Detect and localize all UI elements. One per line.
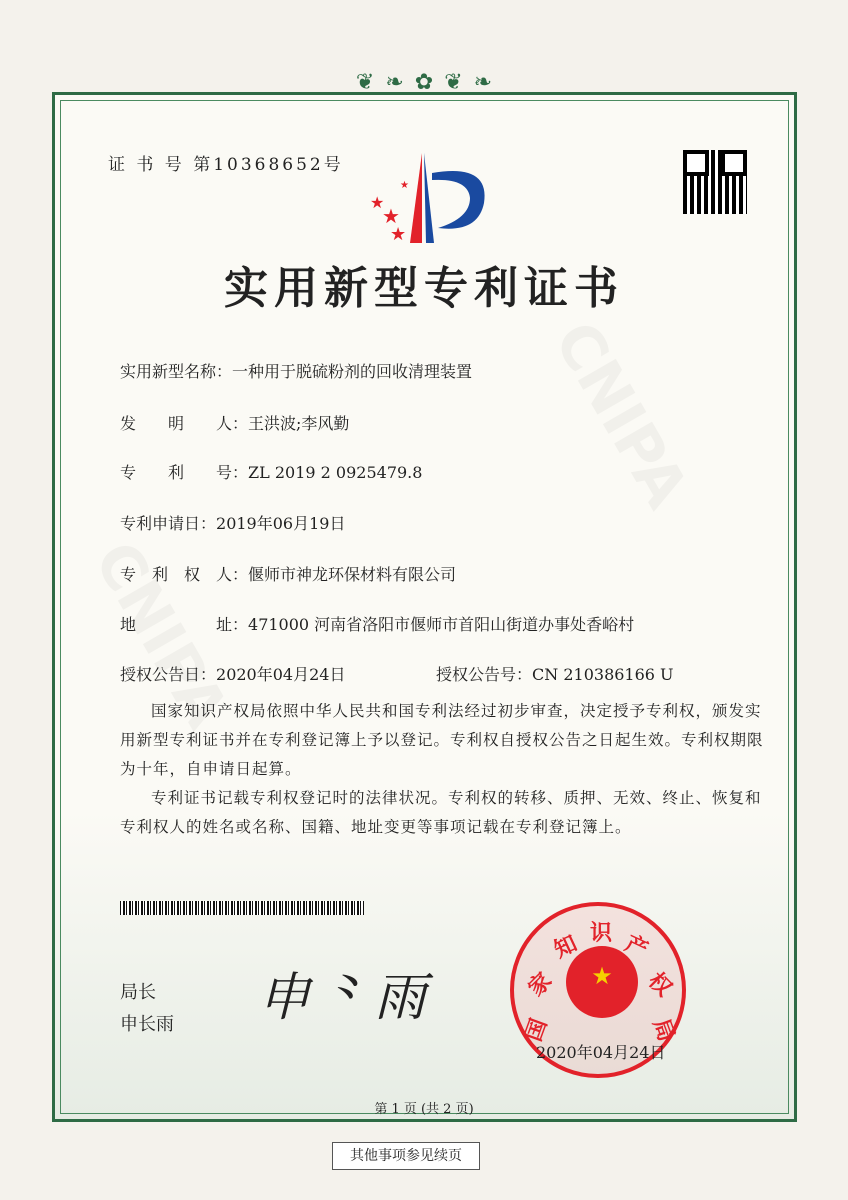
continued-note: 其他事项参见续页 — [332, 1142, 480, 1170]
field-inventor: 发 明 人：王洪波;李风勤 — [120, 414, 350, 433]
svg-text:★: ★ — [370, 193, 385, 212]
cnipa-logo — [360, 148, 490, 248]
certificate-title: 实用新型专利证书 — [224, 263, 624, 314]
national-emblem-icon: ★ — [566, 946, 638, 1018]
field-grant-date: 授权公告日：2020年04月24日 — [120, 665, 346, 684]
official-seal: ★ 国 家 知 识 产 权 局 — [510, 902, 686, 1078]
field-utility-name: 实用新型名称：一种用于脱硫粉剂的回收清理装置 — [120, 362, 473, 381]
director-title: 局长 — [120, 982, 156, 1003]
ornament-top: ❦ ❧ ✿ ❦ ❧ — [355, 70, 495, 95]
field-patentee: 专 利 权 人：偃师市神龙环保材料有限公司 — [120, 565, 457, 584]
signature: 申⺀雨 — [258, 968, 433, 1028]
svg-text:★: ★ — [390, 224, 407, 245]
field-filing-date: 专利申请日：2019年06月19日 — [120, 514, 346, 533]
paragraph: 国家知识产权局依照中华人民共和国专利法经过初步审查，决定授予专利权，颁发实用新型专利证书并在专利登记簿上予以登记。专利权自授权公告之日起生效。专利权期限为十年，自申请日起算。 — [120, 702, 764, 778]
field-grant-number: 授权公告号：CN 210386166 U — [436, 665, 674, 684]
seal-date: 2020年04月24日 — [536, 1043, 666, 1062]
barcode — [120, 901, 364, 915]
field-address: 地 址：471000 河南省洛阳市偃师市首阳山街道办事处香峪村 — [120, 615, 635, 634]
field-patent-number: 专 利 号：ZL 2019 2 0925479.8 — [120, 463, 423, 482]
svg-text:★: ★ — [400, 180, 409, 191]
director-name: 申长雨 — [120, 1014, 174, 1035]
paragraph: 专利证书记载专利权登记时的法律状况。专利权的转移、质押、无效、终止、恢复和专利权人的姓名或名称、国籍、地址变更等事项记载在专利登记簿上。 — [120, 789, 762, 836]
certificate-number: 证 书 号 第10368652号 — [108, 155, 344, 175]
svg-text:★: ★ — [382, 204, 400, 228]
qr-code — [683, 150, 747, 214]
page-info: 第 1 页 (共 2 页) — [374, 1102, 474, 1117]
